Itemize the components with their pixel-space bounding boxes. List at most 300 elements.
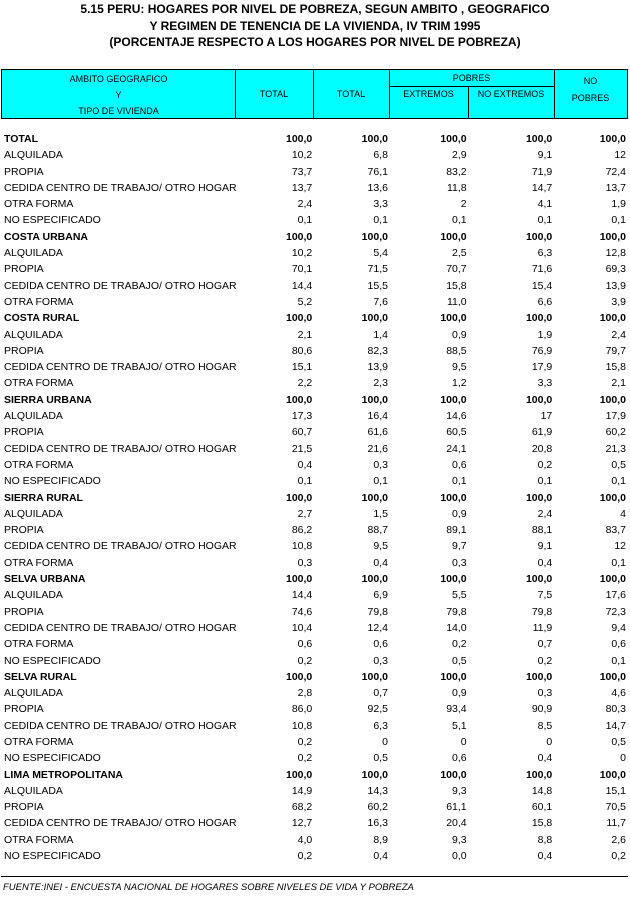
value-cell: 2,2: [297, 377, 313, 390]
value-cell: 0,4: [297, 458, 313, 471]
row-label: OTRA FORMA: [4, 556, 74, 569]
value-cell: 13,7: [291, 181, 313, 194]
table-row: [1, 375, 628, 391]
row-label: ALQUILADA: [4, 507, 63, 520]
value-cell: 100,0: [361, 133, 388, 145]
value-cell: 11,0: [446, 295, 467, 308]
group-row: [1, 669, 628, 685]
value-cell: 71,6: [531, 263, 553, 276]
value-cell: 9,3: [452, 833, 467, 846]
value-cell: 2,1: [297, 328, 313, 341]
header-no-pobres-line-2: POBRES: [571, 93, 610, 103]
value-cell: 0,1: [611, 556, 626, 569]
value-cell: 1,9: [537, 328, 553, 341]
value-cell: 6,8: [373, 149, 388, 162]
value-cell: 14,4: [291, 279, 313, 292]
value-cell: 14,9: [291, 784, 313, 797]
value-cell: 3,3: [373, 198, 388, 211]
table-row: [1, 359, 628, 375]
row-label: CEDIDA CENTRO DE TRABAJO/ OTRO HOGAR: [4, 817, 237, 830]
value-cell: 0,3: [452, 556, 467, 569]
header-no-pobres: [554, 73, 627, 107]
row-label: CEDIDA CENTRO DE TRABAJO/ OTRO HOGAR: [4, 279, 237, 292]
value-cell: 1,9: [611, 198, 626, 211]
row-label: CEDIDA CENTRO DE TRABAJO/ OTRO HOGAR: [4, 442, 237, 455]
value-cell: 0,1: [537, 214, 553, 227]
value-cell: 0,9: [452, 507, 467, 520]
value-cell: 12: [614, 540, 626, 553]
header-total-1: TOTAL: [259, 89, 289, 99]
value-cell: 0,4: [373, 556, 388, 569]
value-cell: 70,1: [291, 263, 313, 276]
value-cell: 61,1: [446, 801, 467, 814]
title-line-2: Y REGIMEN DE TENENCIA DE LA VIVIENDA, IV TRIM 1995: [149, 18, 481, 33]
row-label: PROPIA: [4, 344, 44, 357]
value-cell: 0,3: [373, 654, 388, 667]
row-label: NO ESPECIFICADO: [4, 214, 101, 227]
value-cell: 100,0: [525, 670, 553, 683]
header-divider: [389, 70, 390, 118]
value-cell: 16,4: [367, 410, 388, 423]
value-cell: 15,8: [605, 361, 626, 374]
row-label: OTRA FORMA: [4, 735, 74, 748]
table-row: [1, 522, 628, 538]
row-label: PROPIA: [4, 605, 44, 618]
table-row: [1, 538, 628, 554]
value-cell: 15,8: [531, 817, 553, 830]
header-no-pobres-line-1: NO: [583, 76, 598, 86]
value-cell: 2,3: [373, 377, 388, 390]
value-cell: 0,1: [611, 654, 626, 667]
value-cell: 0: [546, 735, 553, 748]
table-row: [1, 750, 628, 766]
value-cell: 5,1: [452, 719, 467, 732]
value-cell: 6,6: [537, 295, 553, 308]
value-cell: 2: [460, 198, 467, 211]
value-cell: 3,3: [537, 377, 553, 390]
value-cell: 0,2: [537, 654, 553, 667]
value-cell: 100,0: [285, 768, 313, 781]
value-cell: 14,0: [446, 621, 467, 634]
value-cell: 1,5: [373, 507, 388, 520]
value-cell: 0,4: [537, 850, 553, 863]
value-cell: 11,8: [446, 181, 467, 194]
value-cell: 100,0: [440, 133, 467, 145]
value-cell: 100,0: [361, 670, 388, 683]
title-line-3: (PORCENTAJE RESPECTO A LOS HOGARES POR NIVEL DE POBREZA): [109, 35, 521, 49]
value-cell: 100,0: [525, 230, 553, 243]
value-cell: 100,0: [285, 670, 313, 683]
value-cell: 7,6: [373, 295, 388, 308]
value-cell: 0,4: [537, 556, 553, 569]
value-cell: 0,9: [452, 687, 467, 700]
value-cell: 69,3: [605, 263, 626, 276]
value-cell: 17: [540, 410, 553, 423]
row-label: ALQUILADA: [4, 149, 63, 162]
table-row: [1, 327, 628, 343]
table-row: [1, 734, 628, 750]
value-cell: 100,0: [599, 670, 626, 683]
value-cell: 9,4: [611, 621, 626, 634]
value-cell: 90,9: [531, 703, 553, 716]
value-cell: 17,9: [531, 361, 553, 374]
row-label: PROPIA: [4, 165, 44, 178]
value-cell: 100,0: [599, 491, 626, 504]
row-label: PROPIA: [4, 801, 44, 814]
row-label: OTRA FORMA: [4, 833, 74, 846]
value-cell: 100,0: [361, 230, 388, 243]
value-cell: 2,1: [611, 377, 626, 390]
value-cell: 0,6: [373, 638, 388, 651]
value-cell: 73,7: [291, 165, 313, 178]
value-cell: 0,1: [373, 214, 388, 227]
value-cell: 100,0: [440, 670, 467, 683]
value-cell: 4,6: [611, 687, 626, 700]
value-cell: 0,6: [297, 638, 313, 651]
value-cell: 0,1: [452, 214, 467, 227]
value-cell: 80,3: [605, 703, 626, 716]
row-label: OTRA FORMA: [4, 638, 74, 651]
header-ambito-line-1: AMBITO GEOGRAFICO: [69, 74, 168, 84]
table-row: [1, 261, 628, 277]
value-cell: 61,6: [367, 426, 388, 439]
value-cell: 0,1: [611, 475, 626, 488]
group-row: [1, 310, 628, 326]
table-row: [1, 343, 628, 359]
value-cell: 6,3: [373, 719, 388, 732]
value-cell: 2,9: [452, 149, 467, 162]
row-label: SELVA URBANA: [4, 573, 86, 586]
value-cell: 100,0: [440, 573, 467, 586]
table-row: [1, 473, 628, 489]
value-cell: 10,8: [291, 540, 313, 553]
value-cell: 72,4: [605, 165, 626, 178]
value-cell: 0,2: [297, 735, 313, 748]
value-cell: 17,6: [605, 589, 626, 602]
value-cell: 100,0: [440, 768, 467, 781]
value-cell: 0,2: [297, 752, 313, 765]
value-cell: 0,5: [611, 458, 626, 471]
value-cell: 15,1: [605, 784, 626, 797]
row-label: CEDIDA CENTRO DE TRABAJO/ OTRO HOGAR: [4, 361, 237, 374]
value-cell: 100,0: [361, 312, 388, 325]
value-cell: 0,7: [537, 638, 553, 651]
table-row: [1, 294, 628, 310]
value-cell: 100,0: [525, 312, 553, 325]
table-title: [0, 1, 630, 51]
value-cell: 0,1: [537, 475, 553, 488]
value-cell: 100,0: [599, 393, 626, 406]
value-cell: 60,1: [531, 801, 553, 814]
table-row: [1, 506, 628, 522]
row-label: ALQUILADA: [4, 410, 63, 423]
value-cell: 9,5: [452, 361, 467, 374]
value-cell: 21,6: [367, 442, 388, 455]
group-row: [1, 131, 628, 147]
value-cell: 21,3: [605, 442, 626, 455]
row-label: COSTA URBANA: [4, 230, 88, 243]
table-row: [1, 587, 628, 603]
table-row: [1, 180, 628, 196]
value-cell: 9,7: [452, 540, 467, 553]
value-cell: 14,7: [531, 181, 553, 194]
value-cell: 1,4: [373, 328, 388, 341]
value-cell: 89,1: [446, 524, 467, 537]
value-cell: 12: [614, 149, 626, 162]
value-cell: 6,9: [373, 589, 388, 602]
group-row: [1, 229, 628, 245]
value-cell: 2,5: [452, 247, 467, 260]
value-cell: 82,3: [367, 344, 388, 357]
value-cell: 100,0: [599, 312, 626, 325]
table-row: [1, 832, 628, 848]
value-cell: 100,0: [440, 230, 467, 243]
value-cell: 12,7: [291, 817, 313, 830]
value-cell: 0: [382, 735, 388, 748]
value-cell: 8,5: [537, 719, 553, 732]
row-label: NO ESPECIFICADO: [4, 850, 101, 863]
value-cell: 8,8: [537, 833, 553, 846]
value-cell: 10,2: [291, 247, 313, 260]
value-cell: 8,9: [373, 833, 388, 846]
value-cell: 71,5: [367, 263, 388, 276]
value-cell: 0,2: [452, 638, 467, 651]
value-cell: 100,0: [599, 573, 626, 586]
table-row: [1, 783, 628, 799]
value-cell: 3,9: [611, 295, 626, 308]
value-cell: 15,8: [446, 279, 467, 292]
value-cell: 13,7: [605, 181, 626, 194]
value-cell: 1,2: [452, 377, 467, 390]
value-cell: 5,2: [297, 295, 313, 308]
value-cell: 72,3: [605, 605, 626, 618]
row-label: LIMA METROPOLITANA: [4, 768, 123, 781]
value-cell: 79,7: [605, 344, 626, 357]
value-cell: 9,5: [373, 540, 388, 553]
value-cell: 12,8: [605, 247, 626, 260]
table-row: [1, 653, 628, 669]
value-cell: 100,0: [440, 491, 467, 504]
row-label: CEDIDA CENTRO DE TRABAJO/ OTRO HOGAR: [4, 719, 237, 732]
value-cell: 92,5: [367, 703, 388, 716]
value-cell: 76,1: [367, 165, 388, 178]
value-cell: 11,9: [532, 621, 553, 634]
value-cell: 79,8: [531, 605, 553, 618]
value-cell: 4: [620, 507, 626, 520]
value-cell: 100,0: [525, 491, 553, 504]
value-cell: 0,1: [297, 214, 313, 227]
value-cell: 100,0: [285, 312, 313, 325]
row-label: OTRA FORMA: [4, 377, 74, 390]
table-row: [1, 457, 628, 473]
value-cell: 100,0: [361, 491, 388, 504]
value-cell: 0,4: [373, 850, 388, 863]
value-cell: 88,7: [367, 524, 388, 537]
value-cell: 15,4: [531, 279, 553, 292]
value-cell: 100,0: [525, 133, 553, 145]
row-label: NO ESPECIFICADO: [4, 752, 101, 765]
value-cell: 68,2: [291, 801, 313, 814]
value-cell: 86,2: [291, 524, 313, 537]
value-cell: 13,9: [367, 361, 388, 374]
value-cell: 11,7: [606, 817, 626, 830]
value-cell: 0,7: [373, 687, 388, 700]
table-row: [1, 815, 628, 831]
data-table: [1, 131, 628, 864]
table-row: [1, 848, 628, 864]
row-label: PROPIA: [4, 426, 44, 439]
value-cell: 15,1: [291, 361, 313, 374]
table-row: [1, 212, 628, 228]
value-cell: 24,1: [446, 442, 467, 455]
value-cell: 100,0: [361, 768, 388, 781]
value-cell: 9,3: [452, 784, 467, 797]
value-cell: 17,9: [605, 410, 626, 423]
table-row: [1, 604, 628, 620]
value-cell: 14,3: [367, 784, 388, 797]
value-cell: 7,5: [537, 589, 553, 602]
value-cell: 13,6: [367, 181, 388, 194]
value-cell: 0: [620, 752, 626, 765]
value-cell: 86,0: [291, 703, 313, 716]
value-cell: 88,5: [446, 344, 467, 357]
title-line-1: 5.15 PERU: HOGARES POR NIVEL DE POBREZA, SEGUN AMBITO , GEOGRAFICO: [80, 2, 550, 16]
value-cell: 0,2: [611, 850, 626, 863]
value-cell: 0,5: [373, 752, 388, 765]
value-cell: 60,2: [605, 426, 626, 439]
value-cell: 16,3: [367, 817, 388, 830]
value-cell: 0,6: [452, 458, 467, 471]
bottom-rule: [1, 876, 628, 877]
value-cell: 60,5: [446, 426, 467, 439]
value-cell: 2,4: [611, 328, 626, 341]
table-row: [1, 245, 628, 261]
value-cell: 14,8: [531, 784, 553, 797]
value-cell: 4,0: [297, 833, 313, 846]
value-cell: 60,7: [291, 426, 313, 439]
value-cell: 13,9: [605, 279, 626, 292]
value-cell: 93,4: [446, 703, 467, 716]
header-divider: [313, 70, 314, 118]
value-cell: 100,0: [599, 133, 626, 145]
group-row: [1, 571, 628, 587]
value-cell: 100,0: [599, 230, 626, 243]
table-row: [1, 718, 628, 734]
value-cell: 10,2: [291, 149, 313, 162]
value-cell: 9,1: [537, 540, 553, 553]
value-cell: 76,9: [531, 344, 553, 357]
row-label: PROPIA: [4, 703, 44, 716]
value-cell: 6,3: [537, 247, 553, 260]
value-cell: 10,4: [291, 621, 313, 634]
value-cell: 0,2: [297, 654, 313, 667]
row-label: OTRA FORMA: [4, 295, 74, 308]
value-cell: 0,2: [297, 850, 313, 863]
table-row: [1, 147, 628, 163]
table-row: [1, 701, 628, 717]
value-cell: 0,0: [452, 850, 467, 863]
value-cell: 2,6: [611, 833, 626, 846]
row-label: COSTA RURAL: [4, 312, 80, 325]
value-cell: 0,3: [373, 458, 388, 471]
value-cell: 0,4: [537, 752, 553, 765]
row-label: OTRA FORMA: [4, 198, 74, 211]
value-cell: 79,8: [446, 605, 467, 618]
value-cell: 14,4: [291, 589, 313, 602]
group-row: [1, 490, 628, 506]
row-label: CEDIDA CENTRO DE TRABAJO/ OTRO HOGAR: [4, 540, 237, 553]
value-cell: 5,4: [373, 247, 388, 260]
value-cell: 100,0: [440, 312, 467, 325]
table-row: [1, 164, 628, 180]
value-cell: 2,4: [297, 198, 313, 211]
table-row: [1, 278, 628, 294]
value-cell: 100,0: [285, 133, 313, 145]
row-label: ALQUILADA: [4, 687, 63, 700]
row-label: ALQUILADA: [4, 589, 63, 602]
value-cell: 0,6: [452, 752, 467, 765]
value-cell: 0,1: [297, 475, 313, 488]
value-cell: 17,3: [291, 410, 313, 423]
value-cell: 80,6: [291, 344, 313, 357]
value-cell: 2,8: [297, 687, 313, 700]
value-cell: 100,0: [525, 768, 553, 781]
value-cell: 0,9: [452, 328, 467, 341]
value-cell: 9,1: [537, 149, 553, 162]
value-cell: 100,0: [525, 573, 553, 586]
header-total-2: TOTAL: [336, 89, 366, 99]
row-label: NO ESPECIFICADO: [4, 654, 101, 667]
value-cell: 0: [460, 735, 467, 748]
row-label: SIERRA URBANA: [4, 393, 92, 406]
value-cell: 71,9: [531, 165, 553, 178]
value-cell: 12,4: [367, 621, 388, 634]
table-row: [1, 424, 628, 440]
value-cell: 100,0: [361, 573, 388, 586]
value-cell: 0,2: [537, 458, 553, 471]
value-cell: 100,0: [285, 491, 313, 504]
value-cell: 0,3: [537, 687, 553, 700]
value-cell: 60,2: [367, 801, 388, 814]
source-note: FUENTE:INEI - ENCUESTA NACIONAL DE HOGARES SOBRE NIVELES DE VIDA Y POBREZA: [3, 882, 414, 893]
value-cell: 70,7: [446, 263, 467, 276]
table-row: [1, 799, 628, 815]
value-cell: 0,5: [452, 654, 467, 667]
value-cell: 74,6: [291, 605, 313, 618]
data-table-body: [1, 131, 628, 864]
row-label: ALQUILADA: [4, 247, 63, 260]
value-cell: 100,0: [599, 768, 626, 781]
header-divider: [389, 86, 554, 87]
group-row: [1, 392, 628, 408]
value-cell: 0,1: [373, 475, 388, 488]
value-cell: 100,0: [285, 230, 313, 243]
value-cell: 0,6: [611, 638, 626, 651]
table-row: [1, 408, 628, 424]
table-row: [1, 441, 628, 457]
value-cell: 2,7: [297, 507, 313, 520]
table-row: [1, 620, 628, 636]
row-label: NO ESPECIFICADO: [4, 475, 101, 488]
table-row: [1, 685, 628, 701]
value-cell: 0,3: [297, 556, 313, 569]
row-label: ALQUILADA: [4, 784, 63, 797]
row-label: CEDIDA CENTRO DE TRABAJO/ OTRO HOGAR: [4, 621, 237, 634]
header-no-extremos: NO EXTREMOS: [477, 89, 545, 99]
header-pobres: POBRES: [452, 73, 491, 83]
row-label: PROPIA: [4, 524, 44, 537]
value-cell: 0,1: [452, 475, 467, 488]
